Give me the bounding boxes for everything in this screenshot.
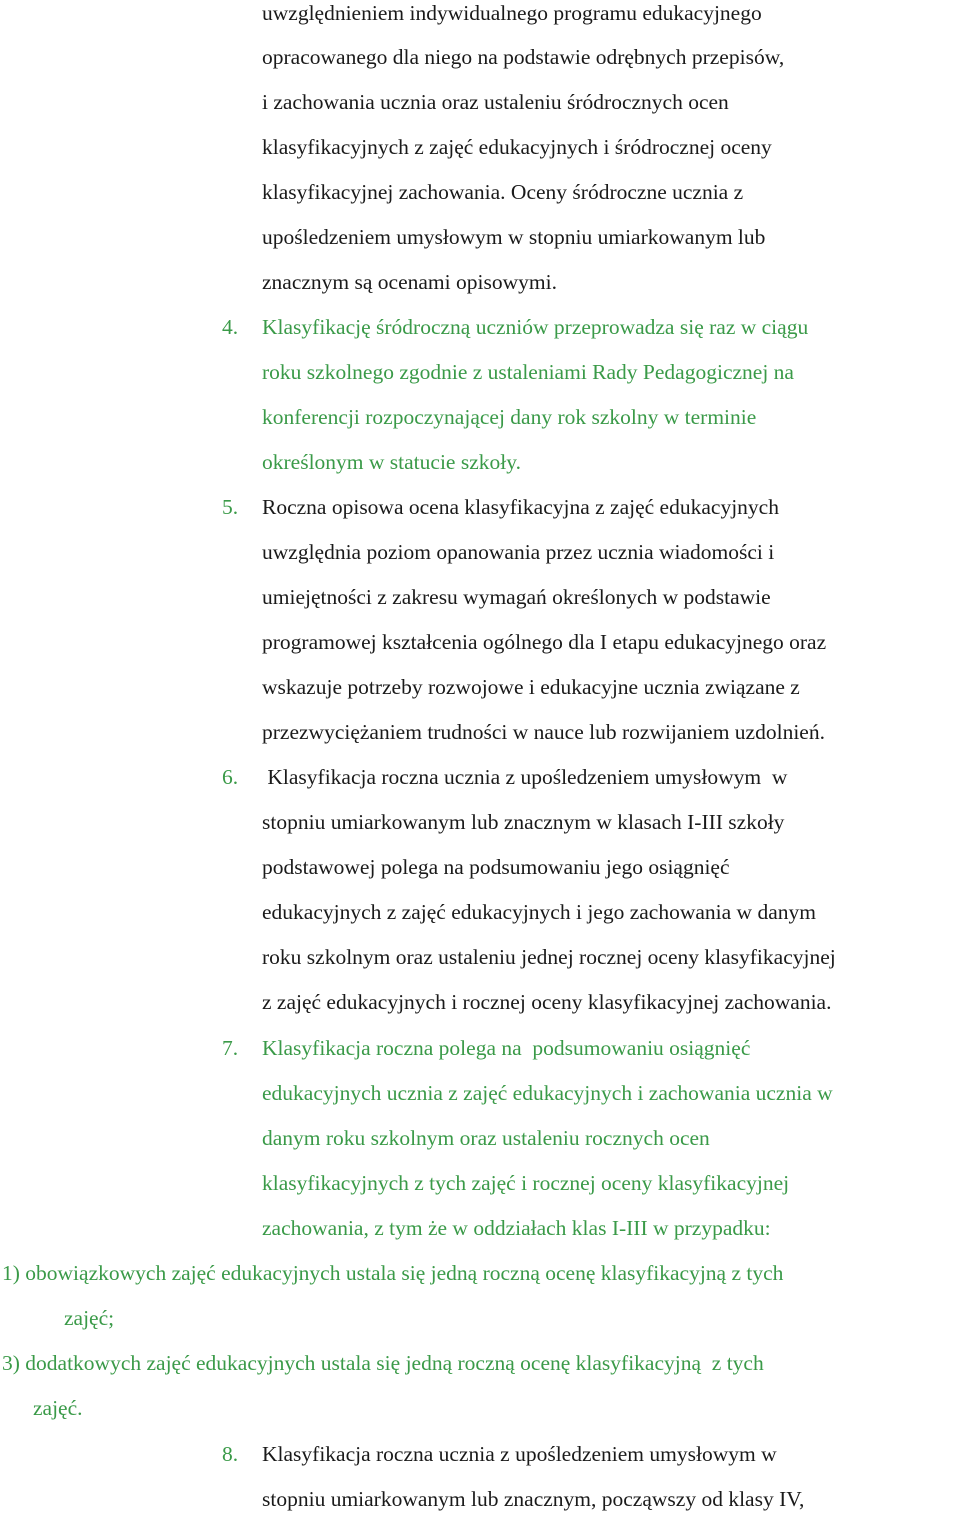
item-line: Klasyfikację śródroczną uczniów przeprowadza się raz w ciągu	[262, 315, 809, 339]
item-line: przezwyciężaniem trudności w nauce lub rozwijaniem uzdolnień.	[262, 720, 825, 744]
item-number: 4.	[222, 315, 239, 339]
item-line: klasyfikacyjnych z tych zajęć i rocznej oceny klasyfikacyjnej	[262, 1171, 790, 1195]
subitem-line: 1) obowiązkowych zajęć edukacyjnych ustala się jedną roczną ocenę klasyfikacyjną z tych	[2, 1261, 784, 1285]
item-line: stopniu umiarkowanym lub znacznym, począwszy od klasy IV,	[262, 1487, 805, 1511]
item-line: edukacyjnych z zajęć edukacyjnych i jego zachowania w danym	[262, 900, 816, 924]
intro-line: opracowanego dla niego na podstawie odrębnych przepisów,	[262, 45, 785, 69]
item-line: programowej kształcenia ogólnego dla I etapu edukacyjnego oraz	[262, 630, 827, 654]
item-number: 7.	[222, 1036, 239, 1060]
intro-line: znacznym są ocenami opisowymi.	[262, 270, 557, 294]
item-line: uwzględnia poziom opanowania przez ucznia wiadomości i	[262, 540, 775, 564]
item-line: edukacyjnych ucznia z zajęć edukacyjnych i zachowania ucznia w	[262, 1081, 833, 1105]
item-line: Klasyfikacja roczna ucznia z upośledzeniem umysłowym w	[262, 765, 788, 789]
item-line: Klasyfikacja roczna polega na podsumowaniu osiągnięć	[262, 1036, 751, 1060]
item-line: określonym w statucie szkoły.	[262, 450, 521, 474]
item-line: wskazuje potrzeby rozwojowe i edukacyjne ucznia związane z	[262, 675, 800, 699]
item-line: danym roku szkolnym oraz ustaleniu rocznych ocen	[262, 1126, 710, 1150]
intro-line: i zachowania ucznia oraz ustaleniu śródrocznych ocen	[262, 90, 729, 114]
item-number: 8.	[222, 1442, 239, 1466]
intro-line: klasyfikacyjnych z zajęć edukacyjnych i śródrocznej oceny	[262, 135, 772, 159]
subitem-line: zajęć.	[33, 1396, 83, 1420]
intro-line: upośledzeniem umysłowym w stopniu umiarkowanym lub	[262, 225, 766, 249]
subitem-line: 3) dodatkowych zajęć edukacyjnych ustala się jedną roczną ocenę klasyfikacyjną z tych	[2, 1351, 764, 1375]
subitem-line: zajęć;	[64, 1306, 115, 1330]
item-line: Roczna opisowa ocena klasyfikacyjna z zajęć edukacyjnych	[262, 495, 779, 519]
item-number: 5.	[222, 495, 239, 519]
intro-line: klasyfikacyjnej zachowania. Oceny śródroczne ucznia z	[262, 180, 744, 204]
intro-line: uwzględnieniem indywidualnego programu edukacyjnego	[262, 1, 762, 25]
item-line: zachowania, z tym że w oddziałach klas I-III w przypadku:	[262, 1216, 771, 1240]
item-number: 6.	[222, 765, 239, 789]
item-line: roku szkolnym oraz ustaleniu jednej rocznej oceny klasyfikacyjnej	[262, 945, 836, 969]
item-line: konferencji rozpoczynającej dany rok szkolny w terminie	[262, 405, 757, 429]
item-line: z zajęć edukacyjnych i rocznej oceny klasyfikacyjnej zachowania.	[262, 990, 832, 1014]
item-line: umiejętności z zakresu wymagań określonych w podstawie	[262, 585, 771, 609]
item-line: roku szkolnego zgodnie z ustaleniami Rady Pedagogicznej na	[262, 360, 794, 384]
item-line: stopniu umiarkowanym lub znacznym w klasach I-III szkoły	[262, 810, 785, 834]
item-line: Klasyfikacja roczna ucznia z upośledzeniem umysłowym w	[262, 1442, 777, 1466]
item-line: podstawowej polega na podsumowaniu jego osiągnięć	[262, 855, 730, 879]
